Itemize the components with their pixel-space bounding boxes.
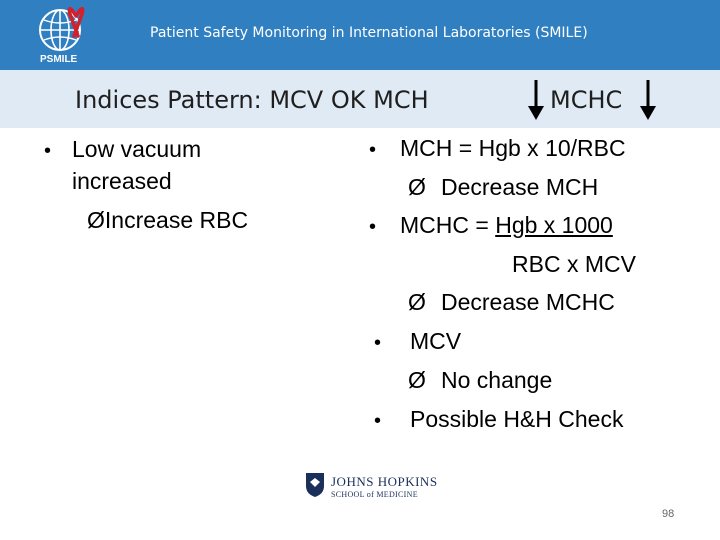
left-sub-item <box>87 207 248 234</box>
right-b2 <box>400 212 613 239</box>
right-b1: MCH = Hgb x 10/RBC <box>400 135 626 161</box>
right-b4: Possible H&H Check <box>410 406 624 432</box>
left-sub-text: Increase RBC <box>104 207 249 233</box>
logo-sub-text: SCHOOL of MEDICINE <box>331 490 418 499</box>
right-s1: Decrease MCH <box>441 174 599 200</box>
psmile-logo <box>30 6 102 64</box>
arrow-bullet-icon: Ø <box>408 367 426 393</box>
left-bullet-line1: Low vacuum <box>72 136 202 162</box>
right-s2: Decrease MCHC <box>441 289 615 315</box>
bullet-symbol: • <box>374 410 382 432</box>
right-b2-denominator: RBC x MCV <box>512 251 636 277</box>
slide-title-main: Indices Pattern: MCV OK MCH <box>75 86 429 114</box>
slide-title <box>75 86 429 114</box>
slide-title-mchc: MCHC <box>550 86 623 114</box>
arrow-bullet-icon: Ø <box>408 289 426 315</box>
arrow-bullet-icon: Ø <box>87 207 105 233</box>
bullet-symbol: • <box>369 216 377 238</box>
page-number: 98 <box>662 508 675 520</box>
arrow-bullet-icon: Ø <box>408 174 426 200</box>
right-s3: No change <box>441 367 553 393</box>
right-b3: MCV <box>410 328 462 354</box>
header-title: Patient Safety Monitoring in International Laboratories (SMILE) <box>150 25 588 41</box>
right-b2-numerator: Hgb x 1000 <box>495 212 613 238</box>
down-arrow-icon <box>637 80 659 120</box>
left-bullet-line2: increased <box>72 168 172 194</box>
shield-icon <box>305 472 325 498</box>
header-bar <box>0 0 720 70</box>
johns-hopkins-logo <box>305 470 445 502</box>
right-b2-prefix: MCHC = <box>400 212 496 238</box>
bullet-symbol: • <box>44 140 52 162</box>
bullet-symbol: • <box>374 332 382 354</box>
logo-main-text: JOHNS HOPKINS <box>331 474 438 489</box>
logo-text: PSMILE <box>40 54 78 64</box>
bullet-symbol: • <box>369 139 377 161</box>
down-arrow-icon <box>525 80 547 120</box>
